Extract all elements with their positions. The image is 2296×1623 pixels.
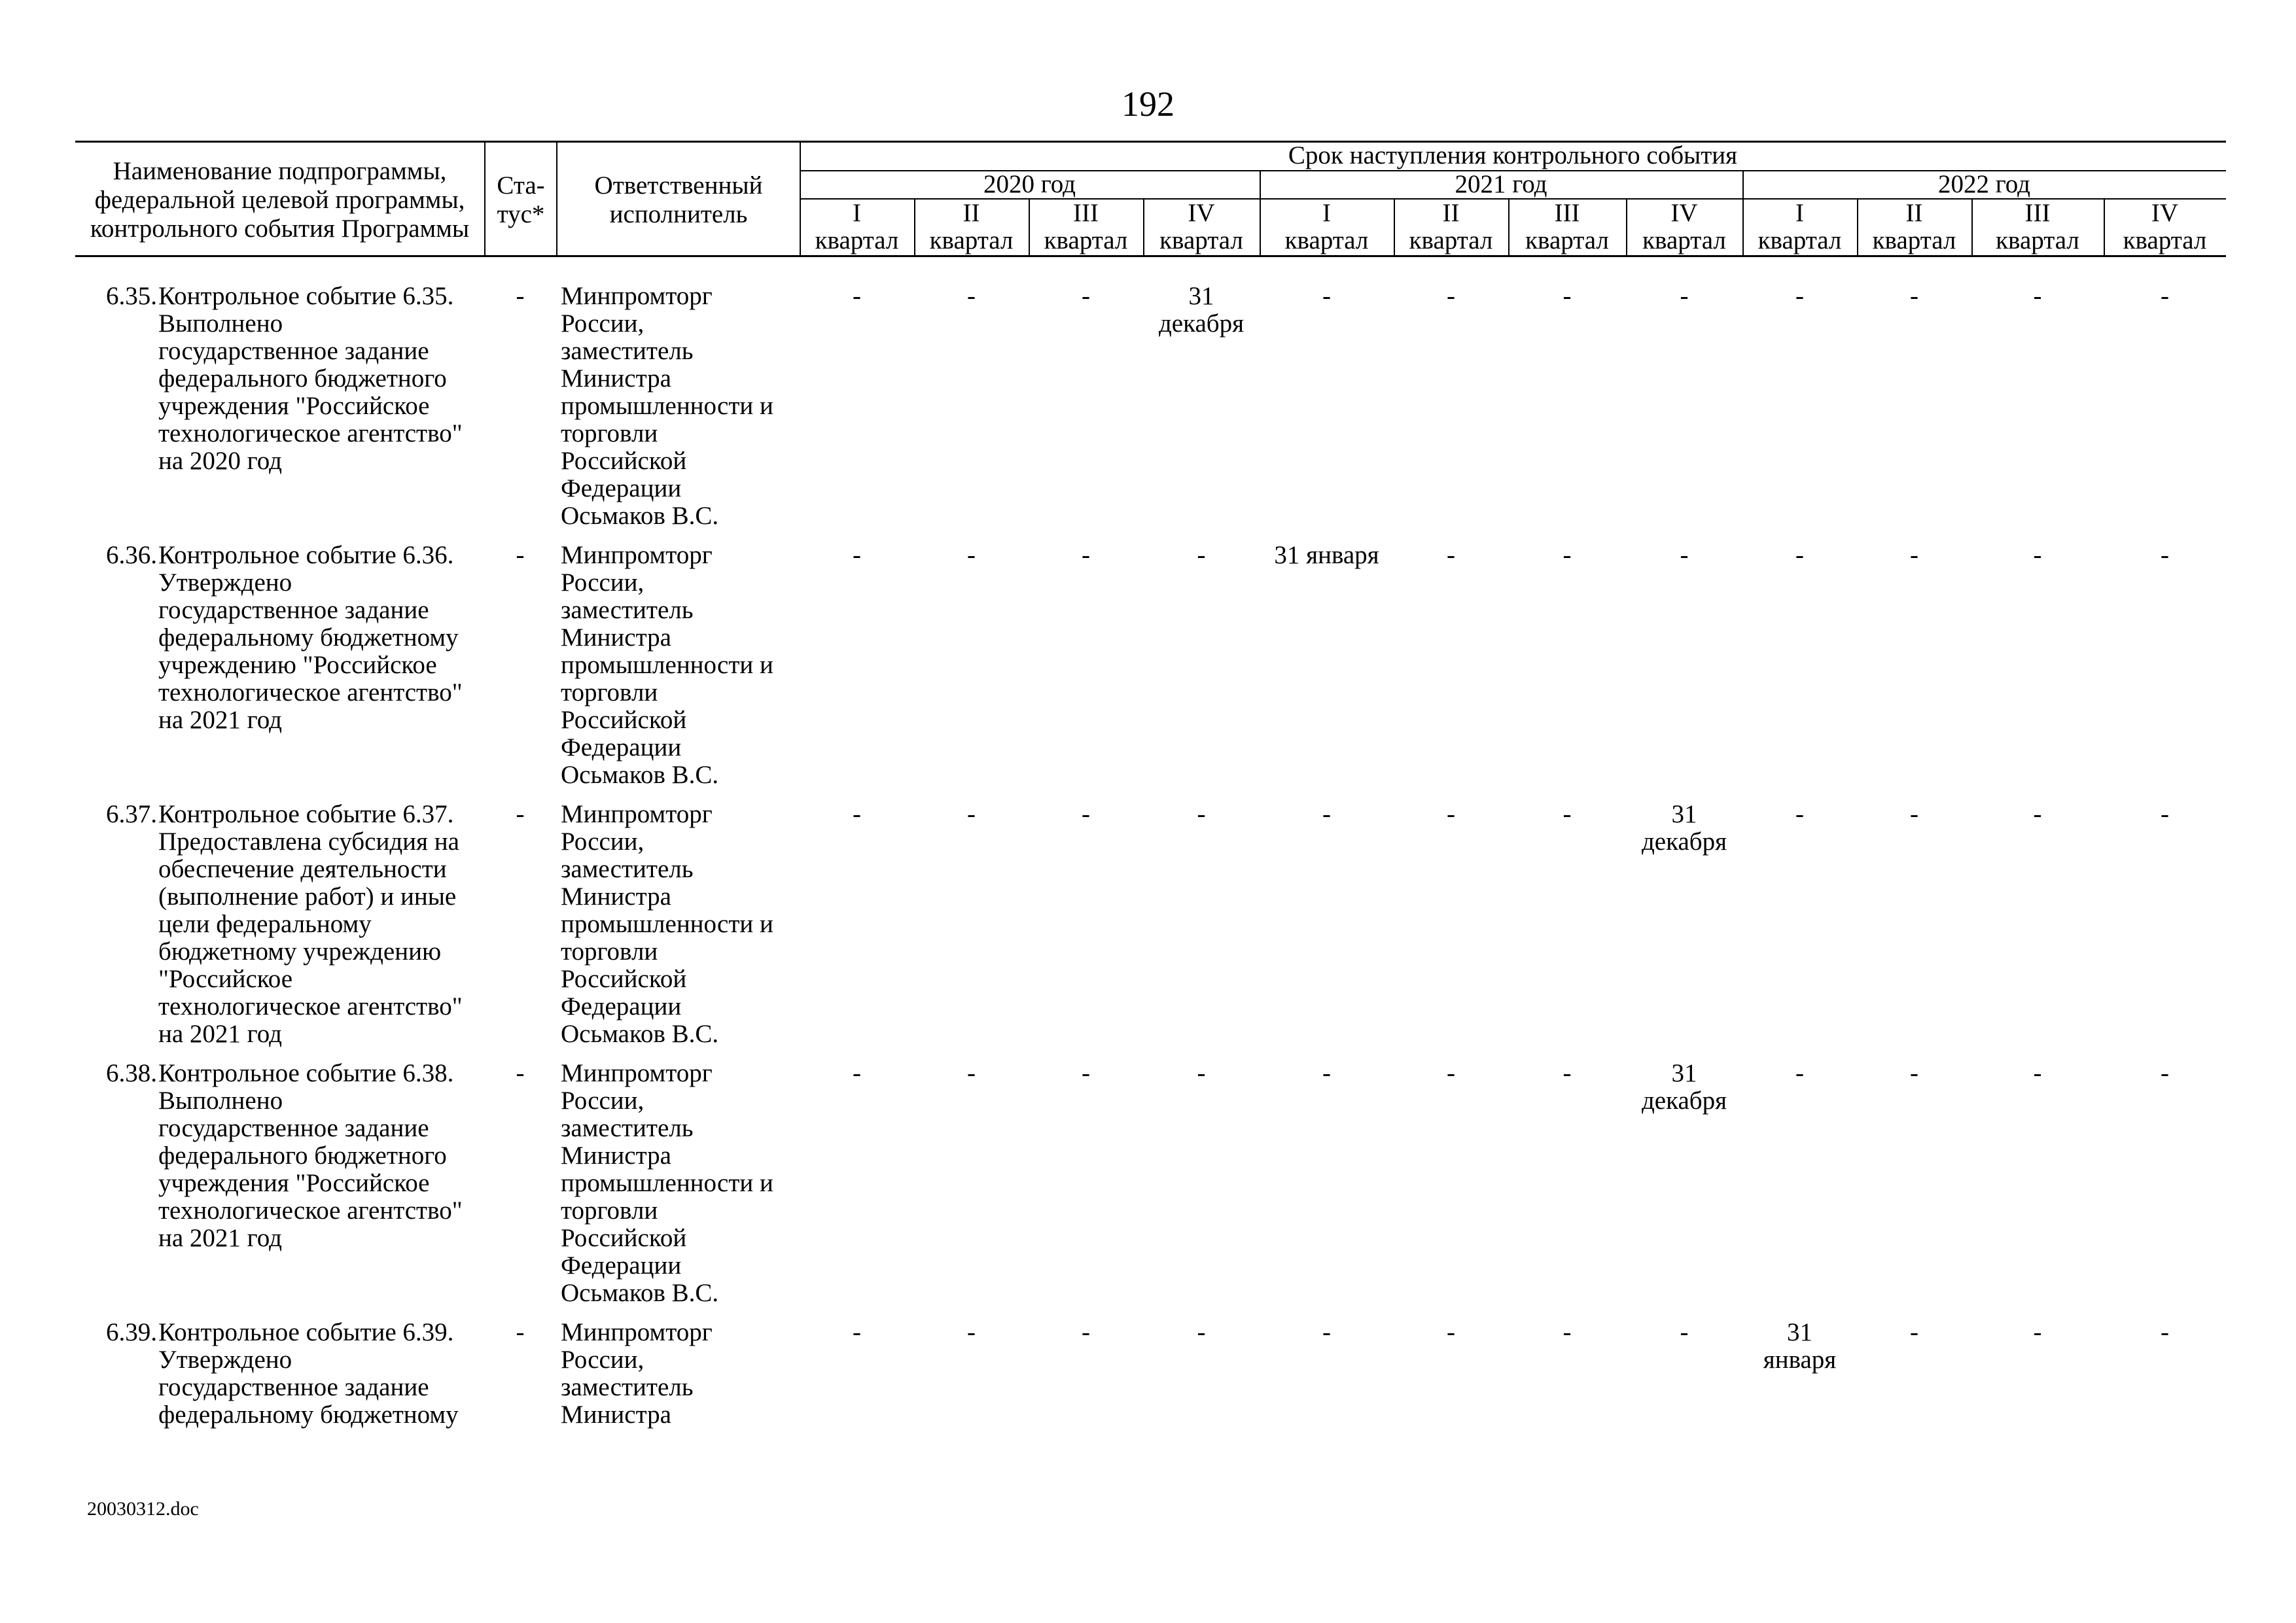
quarter-deadline: 31 декабря	[1641, 800, 1727, 856]
quarter-deadline: -	[1082, 1318, 1090, 1346]
quarter-deadline: -	[2033, 541, 2042, 569]
quarter-deadline: -	[1795, 282, 1804, 310]
quarter-deadline: -	[2161, 1059, 2169, 1087]
quarter-deadline: -	[1322, 1318, 1331, 1346]
event-number: 6.36.	[106, 541, 157, 569]
event-name: Контрольное событие 6.39. Утверждено государственное задание федеральному бюджетному	[158, 1318, 459, 1429]
page-number: 192	[1122, 84, 1174, 124]
quarter-deadline: -	[1197, 1318, 1206, 1346]
quarter-header: I квартал	[815, 199, 899, 254]
event-name: Контрольное событие 6.38. Выполнено государственное задание федерального бюджетного учреждения "Российское технологическое агентство" на 2021 год	[158, 1059, 463, 1252]
quarter-header: IV квартал	[1642, 199, 1726, 254]
quarter-deadline: 31 января	[1763, 1318, 1837, 1374]
quarter-header: IV квартал	[1159, 199, 1243, 254]
event-number: 6.38.	[106, 1059, 157, 1087]
quarter-deadline: -	[1563, 541, 1572, 569]
quarter-deadline: -	[1447, 541, 1455, 569]
quarter-deadline: -	[967, 1318, 976, 1346]
executor-column-header: Ответственный исполнитель	[594, 171, 763, 228]
quarter-deadline: -	[1680, 541, 1689, 569]
quarter-deadline: -	[1563, 282, 1572, 310]
responsible-executor: Минпромторг России, заместитель Министра	[561, 1318, 713, 1429]
year-2021-header: 2021 год	[1455, 170, 1547, 198]
quarter-deadline: -	[1197, 1059, 1206, 1087]
quarter-deadline: 31 января	[1274, 541, 1379, 569]
quarter-deadline: -	[1910, 1318, 1918, 1346]
quarter-deadline: -	[2033, 800, 2042, 828]
quarter-deadline: -	[1680, 282, 1689, 310]
quarter-header: III квартал	[1996, 199, 2079, 254]
quarter-deadline: -	[853, 541, 861, 569]
responsible-executor: Минпромторг России, заместитель Министра промышленности и торговли Российской Федерации Осьмаков В.С.	[561, 1059, 773, 1307]
responsible-executor: Минпромторг России, заместитель Министра промышленности и торговли Российской Федерации Осьмаков В.С.	[561, 282, 773, 530]
year-2022-header: 2022 год	[1938, 170, 2030, 198]
quarter-header: II квартал	[1409, 199, 1493, 254]
responsible-executor: Минпромторг России, заместитель Министра промышленности и торговли Российской Федерации Осьмаков В.С.	[561, 800, 773, 1048]
event-number: 6.39.	[106, 1318, 157, 1346]
quarter-deadline: 31 декабря	[1158, 282, 1245, 338]
quarter-header: II квартал	[929, 199, 1014, 254]
document-filename: 20030312.doc	[87, 1498, 199, 1520]
quarter-deadline: -	[853, 282, 861, 310]
quarter-deadline: -	[1680, 1318, 1689, 1346]
quarter-header: IV квартал	[2123, 199, 2207, 254]
quarter-deadline: -	[853, 1318, 861, 1346]
quarter-header: III квартал	[1044, 199, 1128, 254]
quarter-deadline: -	[1197, 800, 1206, 828]
event-status: -	[516, 1318, 525, 1346]
quarter-deadline: -	[2161, 541, 2169, 569]
quarter-deadline: -	[1910, 800, 1918, 828]
quarter-deadline: -	[1447, 282, 1455, 310]
quarter-deadline: 31 декабря	[1641, 1059, 1727, 1115]
quarter-deadline: -	[2161, 800, 2169, 828]
year-2020-header: 2020 год	[983, 170, 1076, 198]
quarter-deadline: -	[1197, 541, 1206, 569]
quarter-header: II квартал	[1872, 199, 1956, 254]
quarter-deadline: -	[1563, 1318, 1572, 1346]
quarter-header: I квартал	[1284, 199, 1369, 254]
event-status: -	[516, 1059, 525, 1087]
quarter-deadline: -	[2161, 1318, 2169, 1346]
event-status: -	[516, 800, 525, 828]
quarter-deadline: -	[2033, 1059, 2042, 1087]
table-header	[0, 0, 2296, 262]
quarter-deadline: -	[1563, 800, 1572, 828]
status-column-header: Ста- тус*	[497, 171, 545, 228]
quarter-deadline: -	[967, 800, 976, 828]
quarter-deadline: -	[1082, 541, 1090, 569]
name-column-header: Наименование подпрограммы, федеральной целевой программы, контрольного события Программы	[90, 157, 470, 243]
event-name: Контрольное событие 6.35. Выполнено государственное задание федерального бюджетного учреждения "Российское технологическое агентство" на 2020 год	[158, 282, 463, 475]
event-status: -	[516, 541, 525, 569]
quarter-deadline: -	[1910, 541, 1918, 569]
event-name: Контрольное событие 6.36. Утверждено государственное задание федеральному бюджетному учреждению "Российское технологическое агентство" на 2021 год	[158, 541, 463, 734]
quarter-header: III квартал	[1525, 199, 1609, 254]
quarter-deadline: -	[853, 800, 861, 828]
quarter-deadline: -	[1322, 800, 1331, 828]
quarter-deadline: -	[853, 1059, 861, 1087]
event-status: -	[516, 282, 525, 310]
quarter-deadline: -	[1322, 1059, 1331, 1087]
quarter-deadline: -	[1082, 800, 1090, 828]
event-number: 6.35.	[106, 282, 157, 310]
quarter-deadline: -	[1910, 1059, 1918, 1087]
quarter-deadline: -	[1563, 1059, 1572, 1087]
event-number: 6.37.	[106, 800, 157, 828]
quarter-deadline: -	[1447, 1318, 1455, 1346]
quarter-deadline: -	[1322, 282, 1331, 310]
quarter-deadline: -	[967, 541, 976, 569]
quarter-deadline: -	[967, 1059, 976, 1087]
quarter-deadline: -	[1447, 800, 1455, 828]
quarter-deadline: -	[2161, 282, 2169, 310]
quarter-deadline: -	[2033, 1318, 2042, 1346]
quarter-deadline: -	[967, 282, 976, 310]
deadline-header: Срок наступления контрольного события	[1288, 141, 1738, 169]
responsible-executor: Минпромторг России, заместитель Министра промышленности и торговли Российской Федерации Осьмаков В.С.	[561, 541, 773, 789]
quarter-deadline: -	[1795, 1059, 1804, 1087]
quarter-deadline: -	[1082, 282, 1090, 310]
header-bottom-rule	[75, 255, 2226, 257]
quarter-deadline: -	[1082, 1059, 1090, 1087]
quarter-deadline: -	[1447, 1059, 1455, 1087]
quarter-deadline: -	[1795, 541, 1804, 569]
quarter-deadline: -	[1910, 282, 1918, 310]
quarter-deadline: -	[1795, 800, 1804, 828]
quarter-header: I квартал	[1757, 199, 1842, 254]
quarter-deadline: -	[2033, 282, 2042, 310]
event-name: Контрольное событие 6.37. Предоставлена субсидия на обеспечение деятельности (выполнение работ) и иные цели федеральному бюджетному учреждению "Российское технологическое агентство" на 2021 год	[158, 800, 463, 1048]
